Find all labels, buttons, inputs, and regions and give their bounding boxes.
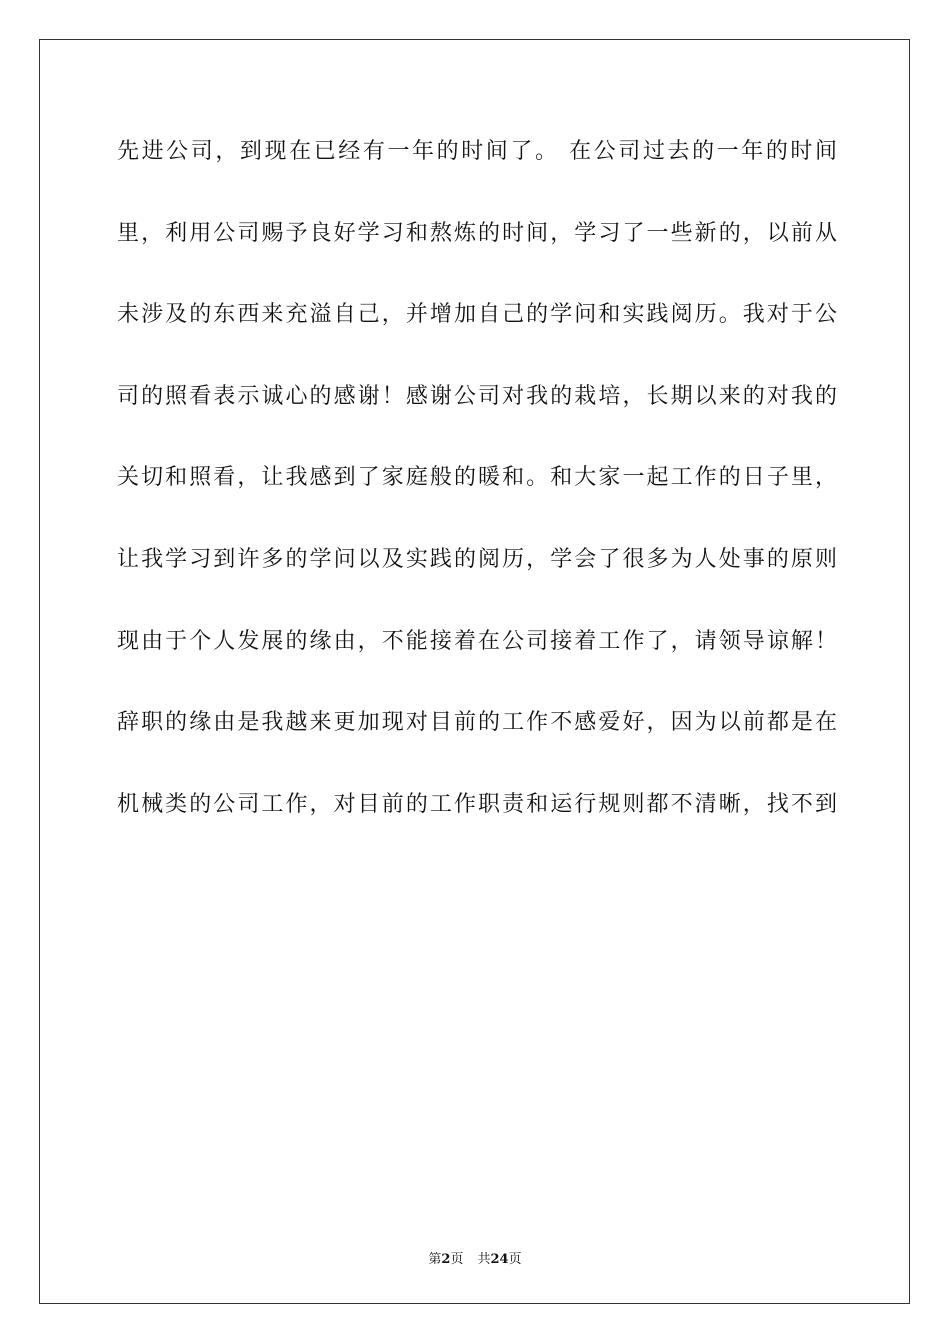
text-line-5: 关切和照看，让我感到了家庭般的暖和。和大家一起工作的日子里， <box>117 465 837 491</box>
footer-current-page: 2 <box>441 1252 451 1267</box>
text-line-8: 辞职的缘由是我越来更加现对目前的工作不感爱好，因为以前都是在 <box>117 710 837 736</box>
body-text <box>117 122 837 856</box>
text-line-1: 先进公司，到现在已经有一年的时间了。 在公司过去的一年的时间 <box>117 139 837 164</box>
footer-total-prefix: 共 <box>477 1252 491 1267</box>
page-footer <box>0 1248 950 1267</box>
text-line-9: 机械类的公司工作，对目前的工作职责和运行规则都不清晰，找不到 <box>117 791 837 817</box>
text-line-4: 司的照看表示诚心的感谢！感谢公司对我的栽培，长期以来的对我的 <box>117 383 837 409</box>
footer-total-pages: 24 <box>490 1252 509 1267</box>
text-line-2: 里，利用公司赐予良好学习和熬炼的时间，学习了一些新的，以前从 <box>117 220 837 246</box>
text-line-7: 现由于个人发展的缘由，不能接着在公司接着工作了，请领导谅解！ <box>117 628 837 654</box>
footer-total-suffix: 页 <box>508 1252 522 1267</box>
text-line-3: 未涉及的东西来充溢自己，并增加自己的学问和实践阅历。我对于公 <box>117 302 837 328</box>
text-line-6: 让我学习到许多的学问以及实践的阅历，学会了很多为人处事的原则 <box>117 546 837 572</box>
footer-page-suffix: 页 <box>450 1252 464 1267</box>
footer-page-prefix: 第 <box>428 1252 442 1267</box>
